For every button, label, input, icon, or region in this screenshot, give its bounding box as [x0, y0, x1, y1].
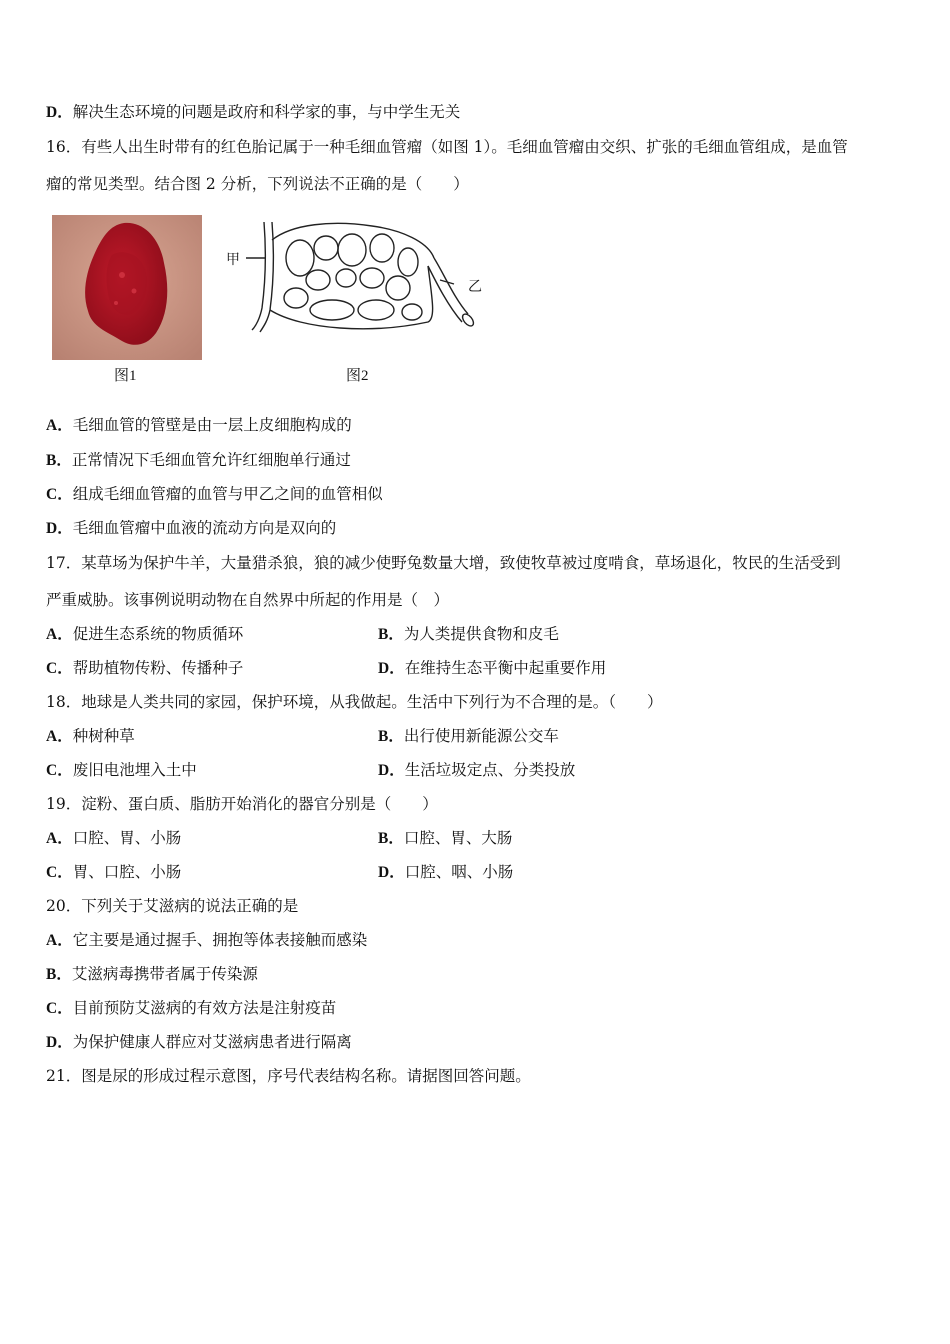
q15-option-d: [46, 102, 460, 123]
option-text: 促进生态系统的物质循环: [72, 625, 244, 643]
q17-option-d: [378, 658, 606, 679]
q20-option-b: [46, 964, 258, 985]
q18-option-a: [46, 727, 135, 745]
option-text: 为保护健康人群应对艾滋病患者进行隔离: [72, 1033, 352, 1051]
option-text: 为人类提供食物和皮毛: [403, 625, 559, 643]
q20-option-d: [46, 1032, 352, 1053]
option-label: C．: [46, 864, 73, 881]
option-label: A．: [46, 728, 73, 745]
option-text: 生活垃圾定点、分类投放: [404, 761, 576, 779]
q19-stem: 19．淀粉、蛋白质、脂肪开始消化的器官分别是（ ）: [46, 795, 438, 813]
option-label: B．: [378, 728, 404, 745]
figure-1-birthmark-photo: [52, 215, 202, 360]
option-label: D．: [46, 104, 73, 121]
option-label: C．: [46, 1000, 73, 1017]
option-label: D．: [46, 1034, 73, 1051]
option-label: D．: [378, 660, 405, 677]
option-text: 毛细血管的管壁是由一层上皮细胞构成的: [72, 416, 352, 434]
option-label: B．: [46, 966, 72, 983]
option-text: 在维持生态平衡中起重要作用: [404, 659, 607, 677]
option-text: 口腔、胃、小肠: [72, 829, 182, 847]
figure-2-capillary-network-diagram: [222, 218, 490, 338]
figure-1-caption: 图1: [114, 368, 137, 384]
q17-stem-line2: 严重威胁。该事例说明动物在自然界中所起的作用是（ ）: [46, 591, 450, 609]
q16-option-b: [46, 450, 351, 471]
option-label: A．: [46, 417, 73, 434]
option-text: 种树种草: [72, 727, 135, 745]
option-label: B．: [378, 830, 404, 847]
q19-option-c: [46, 863, 181, 881]
q18-option-c: [46, 761, 197, 779]
q16-option-a: [46, 415, 352, 436]
option-label: C．: [46, 660, 73, 677]
q18-options-row2: [46, 760, 906, 781]
q17-option-a: [46, 625, 243, 643]
option-label: C．: [46, 762, 73, 779]
option-text: 帮助植物传粉、传播种子: [72, 659, 244, 677]
q16-option-c: [46, 484, 383, 505]
option-label: A．: [46, 932, 73, 949]
q20-stem: 20．下列关于艾滋病的说法正确的是: [46, 897, 299, 915]
q16-stem-line1: 16．有些人出生时带有的红色胎记属于一种毛细血管瘤（如图 1）。毛细血管瘤由交织、扩张的毛细血管组成，是血管: [46, 138, 848, 156]
figure-2-label-jia: 甲: [226, 252, 240, 268]
figure-2-label-yi: 乙: [468, 279, 482, 295]
q17-option-c: [46, 659, 243, 677]
q19-options-row1: [46, 828, 906, 849]
q16-stem-line2: 瘤的常见类型。结合图 2 分析，下列说法不正确的是（ ）: [46, 175, 469, 193]
option-text: 组成毛细血管瘤的血管与甲乙之间的血管相似: [72, 485, 383, 503]
q20-option-c: [46, 998, 336, 1019]
option-label: B．: [46, 452, 72, 469]
q21-stem: 21．图是尿的形成过程示意图，序号代表结构名称。请据图回答问题。: [46, 1067, 531, 1085]
option-label: B．: [378, 626, 404, 643]
option-text: 胃、口腔、小肠: [72, 863, 182, 881]
option-text: 口腔、胃、大肠: [403, 829, 513, 847]
q18-stem: 18．地球是人类共同的家园，保护环境，从我做起。生活中下列行为不合理的是。（ ）: [46, 693, 663, 711]
q18-option-b: [378, 726, 559, 747]
q19-options-row2: [46, 862, 906, 883]
q19-option-b: [378, 828, 512, 849]
figure-2-caption: 图2: [346, 368, 369, 384]
q17-options-row1: [46, 624, 906, 645]
q17-stem-line1: 17．某草场为保护牛羊，大量猎杀狼，狼的减少使野兔数量大增，致使牧草被过度啃食，草场退化，牧民的生活受到: [46, 554, 841, 572]
option-label: A．: [46, 626, 73, 643]
option-label: D．: [46, 520, 73, 537]
q17-options-row2: [46, 658, 906, 679]
option-text: 口腔、咽、小肠: [404, 863, 514, 881]
option-text: 解决生态环境的问题是政府和科学家的事，与中学生无关: [72, 103, 461, 121]
q18-option-d: [378, 760, 575, 781]
q20-option-a: [46, 930, 367, 951]
option-text: 毛细血管瘤中血液的流动方向是双向的: [72, 519, 337, 537]
option-text: 艾滋病毒携带者属于传染源: [71, 965, 258, 983]
q16-option-d: [46, 518, 336, 539]
option-text: 正常情况下毛细血管允许红细胞单行通过: [71, 451, 351, 469]
option-text: 它主要是通过握手、拥抱等体表接触而感染: [72, 931, 368, 949]
option-label: A．: [46, 830, 73, 847]
option-label: D．: [378, 864, 405, 881]
q19-option-a: [46, 829, 181, 847]
option-label: C．: [46, 486, 73, 503]
q19-option-d: [378, 862, 513, 883]
option-label: D．: [378, 762, 405, 779]
option-text: 出行使用新能源公交车: [403, 727, 559, 745]
q17-option-b: [378, 624, 559, 645]
option-text: 废旧电池埋入土中: [72, 761, 197, 779]
q18-options-row1: [46, 726, 906, 747]
option-text: 目前预防艾滋病的有效方法是注射疫苗: [72, 999, 337, 1017]
